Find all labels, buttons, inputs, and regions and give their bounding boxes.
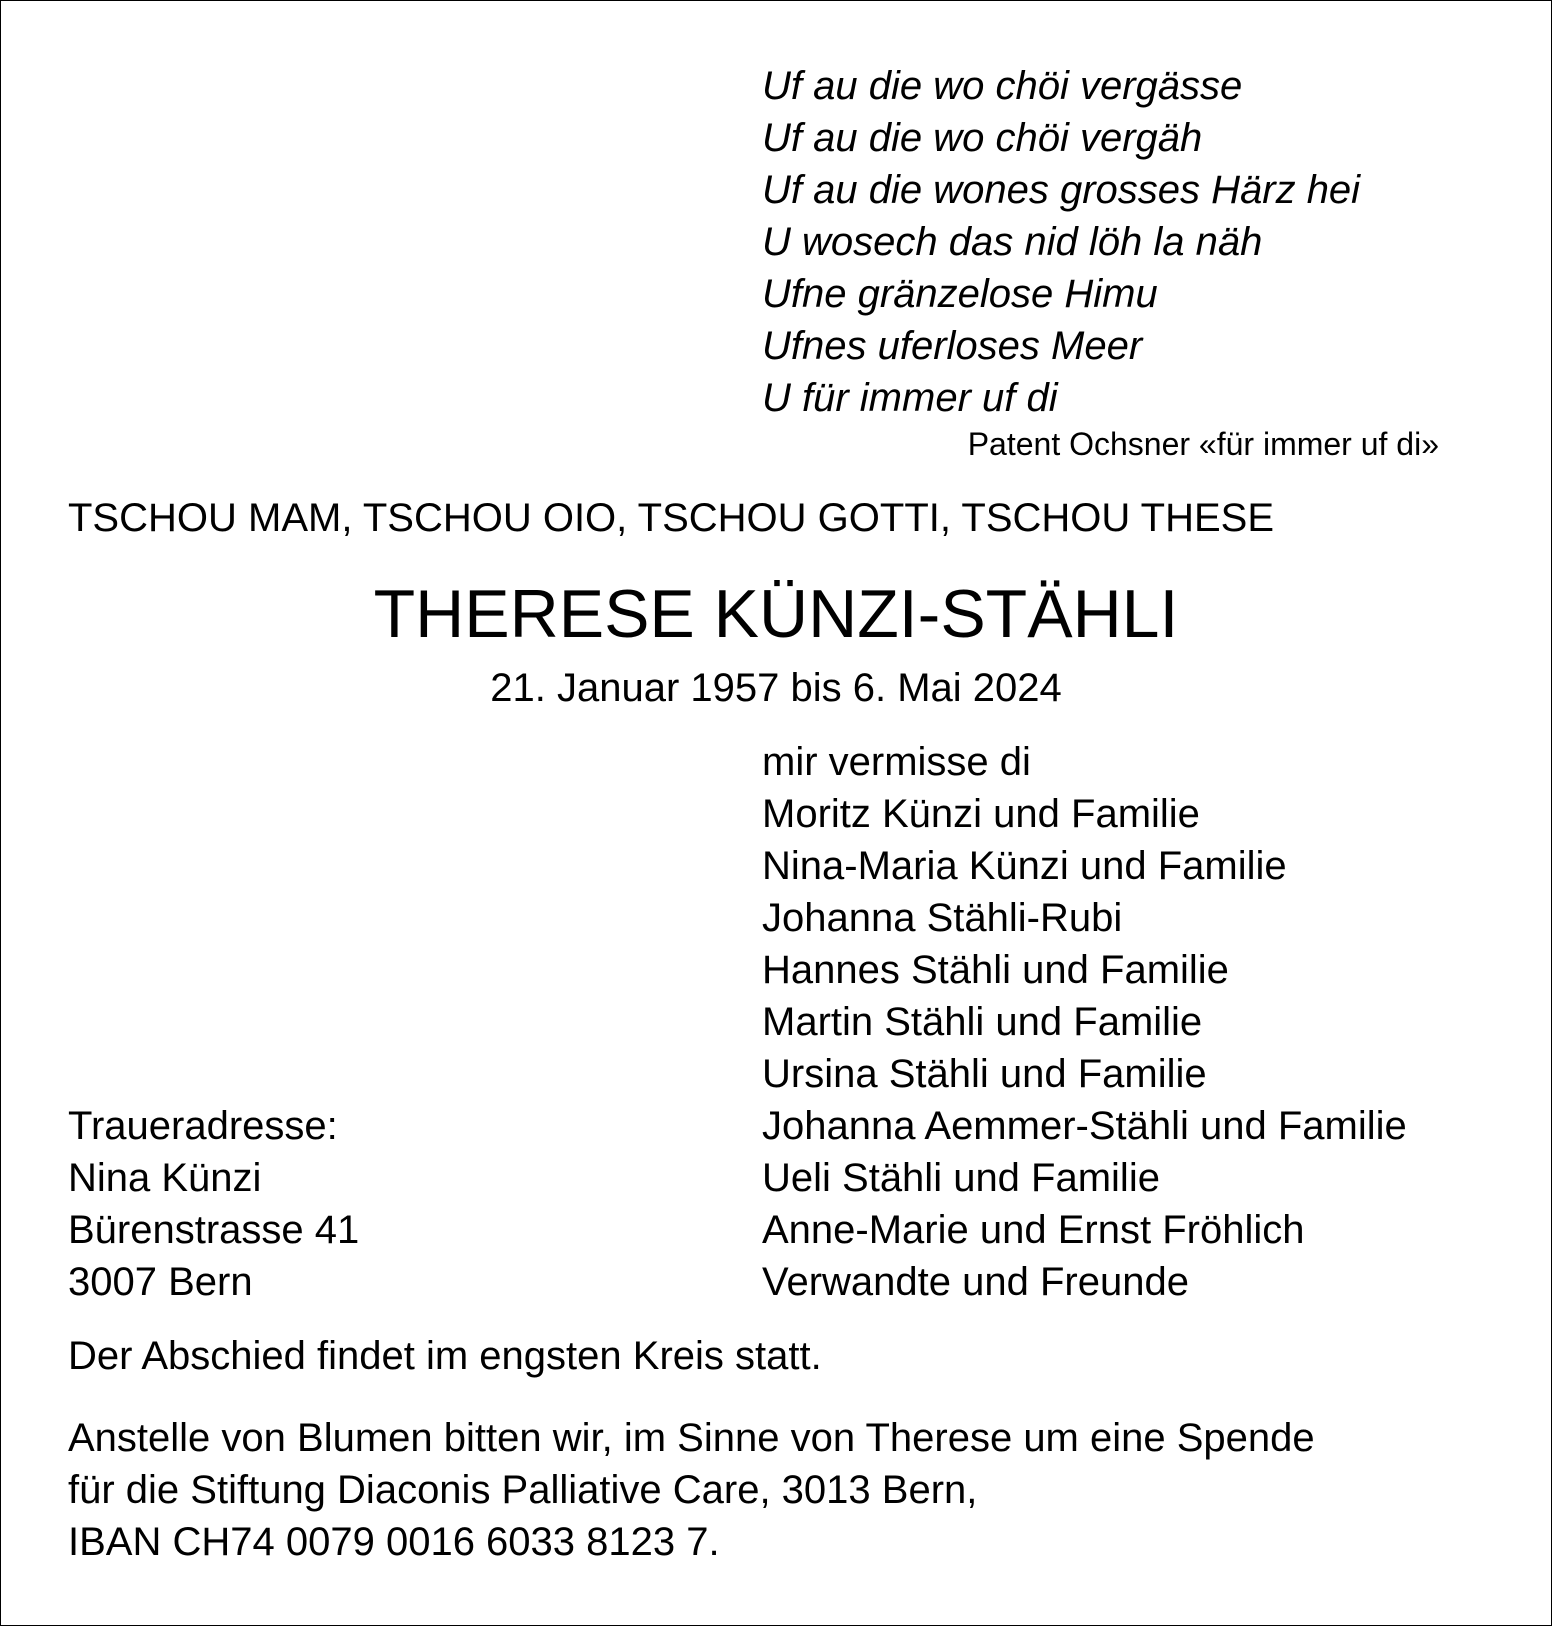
poem-line: U wosech das nid löh la näh <box>762 220 1263 264</box>
mourner-item: Anne-Marie und Ernst Fröhlich <box>762 1208 1305 1252</box>
mourner-item: Nina-Maria Künzi und Familie <box>762 844 1287 888</box>
mourning-address <box>68 1100 359 1308</box>
poem-line: Uf au die wo chöi vergässe <box>762 64 1243 108</box>
mourner-item: Ueli Stähli und Familie <box>762 1156 1160 1200</box>
address-name: Nina Künzi <box>68 1156 262 1200</box>
mourners-list <box>762 736 1407 1308</box>
poem-line: Uf au die wo chöi vergäh <box>762 116 1203 160</box>
mourner-item: Verwandte und Freunde <box>762 1260 1189 1304</box>
donation-request <box>68 1412 1315 1568</box>
poem-line: Ufnes uferloses Meer <box>762 324 1143 368</box>
poem-attribution: Patent Ochsner «für immer uf di» <box>967 426 1439 462</box>
mourner-item: Johanna Stähli-Rubi <box>762 896 1123 940</box>
mourner-item: Martin Stähli und Familie <box>762 1000 1203 1044</box>
poem-line: Ufne gränzelose Himu <box>762 272 1158 316</box>
life-dates: 21. Januar 1957 bis 6. Mai 2024 <box>490 666 1062 710</box>
mourner-item: mir vermisse di <box>762 740 1031 784</box>
mourner-item: Moritz Künzi und Familie <box>762 792 1200 836</box>
address-city: 3007 Bern <box>68 1260 253 1304</box>
deceased-name: THERESE KÜNZI-STÄHLI <box>373 576 1179 652</box>
poem <box>762 60 1360 424</box>
mourner-item: Ursina Stähli und Familie <box>762 1052 1207 1096</box>
mourner-item: Hannes Stähli und Familie <box>762 948 1229 992</box>
donation-line: IBAN CH74 0079 0016 6033 8123 7. <box>68 1520 720 1564</box>
farewell-notice: Der Abschied findet im engsten Kreis statt. <box>68 1334 822 1378</box>
mourner-item: Johanna Aemmer-Stähli und Familie <box>762 1104 1407 1148</box>
poem-line: Uf au die wones grosses Härz hei <box>762 168 1361 212</box>
donation-line: Anstelle von Blumen bitten wir, im Sinne von Therese um eine Spende <box>68 1416 1315 1460</box>
farewell-line: TSCHOU MAM, TSCHOU OIO, TSCHOU GOTTI, TSCHOU THESE <box>68 496 1275 540</box>
address-street: Bürenstrasse 41 <box>68 1208 360 1252</box>
address-label: Traueradresse: <box>68 1104 338 1148</box>
donation-line: für die Stiftung Diaconis Palliative Care, 3013 Bern, <box>68 1468 978 1512</box>
poem-line: U für immer uf di <box>762 376 1058 420</box>
